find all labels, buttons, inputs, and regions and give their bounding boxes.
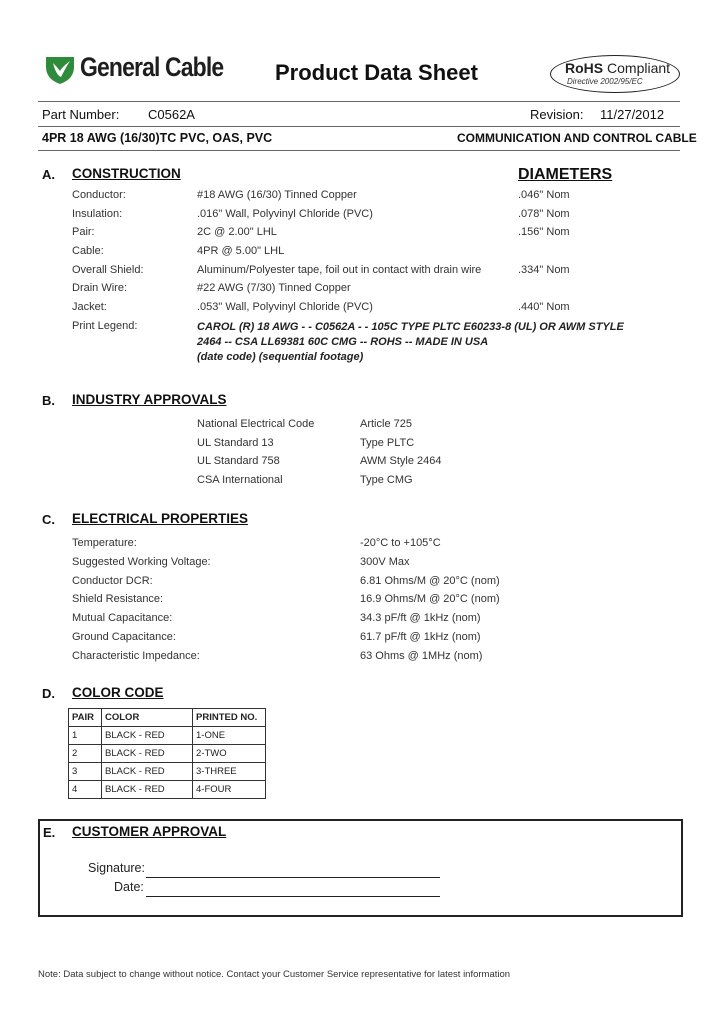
section-e-letter: E. <box>43 825 56 840</box>
approval-name: UL Standard 13 <box>197 436 274 449</box>
electrical-label: Characteristic Impedance: <box>72 649 200 662</box>
construction-row <box>0 264 720 282</box>
table-cell: BLACK - RED <box>102 745 193 763</box>
rohs-bold: RoHS <box>565 60 604 76</box>
section-d-title: COLOR CODE <box>72 685 164 700</box>
revision-date: 11/27/2012 <box>600 107 665 122</box>
table-row <box>69 781 266 799</box>
construction-value: #22 AWG (7/30) Tinned Copper <box>197 282 351 294</box>
signature-field[interactable] <box>146 877 440 878</box>
electrical-label: Conductor DCR: <box>72 574 153 587</box>
table-cell: BLACK - RED <box>102 781 193 799</box>
construction-diameter: .156" Nom <box>518 226 570 238</box>
electrical-value: 61.7 pF/ft @ 1kHz (nom) <box>360 631 481 643</box>
table-cell: 1-ONE <box>193 727 266 745</box>
construction-value: #18 AWG (16/30) Tinned Copper <box>197 189 357 201</box>
table-cell: 3 <box>69 763 102 781</box>
rohs-badge <box>550 55 680 93</box>
electrical-value: 300V Max <box>360 555 410 568</box>
approval-value: Article 725 <box>360 418 412 430</box>
construction-label: Overall Shield: <box>72 263 144 276</box>
electrical-value: 6.81 Ohms/M @ 20°C (nom) <box>360 574 500 587</box>
date-label: Date: <box>114 880 144 894</box>
electrical-label: Suggested Working Voltage: <box>72 555 211 568</box>
brand-name: General Cable <box>80 52 224 82</box>
construction-diameter: .440" Nom <box>518 301 570 313</box>
electrical-value: 63 Ohms @ 1MHz (nom) <box>360 649 483 662</box>
column-header: COLOR <box>102 709 193 727</box>
construction-value: Aluminum/Polyester tape, foil out in contact with drain wire <box>197 263 482 276</box>
construction-label: Cable: <box>72 245 104 257</box>
construction-diameter: .046" Nom <box>518 189 570 201</box>
print-legend-line: 2464 -- CSA LL69381 60C CMG -- ROHS -- MADE IN USA <box>197 336 489 348</box>
table-cell: 4-FOUR <box>193 781 266 799</box>
column-header: PRINTED NO. <box>193 709 266 727</box>
color-code-table <box>68 708 266 799</box>
rohs-directive: Directive 2002/95/EC <box>567 77 643 86</box>
approval-value: Type CMG <box>360 473 413 486</box>
product-category: COMMUNICATION AND CONTROL CABLE <box>457 131 697 145</box>
approval-name: UL Standard 758 <box>197 455 280 467</box>
product-description: 4PR 18 AWG (16/30)TC PVC, OAS, PVC <box>42 131 273 145</box>
approval-value: Type PLTC <box>360 436 415 449</box>
approval-name: National Electrical Code <box>197 418 315 430</box>
section-c-title: ELECTRICAL PROPERTIES <box>72 511 249 526</box>
diameters-title: DIAMETERS <box>518 166 613 183</box>
construction-row <box>0 301 720 319</box>
table-cell: 2 <box>69 745 102 763</box>
table-cell: BLACK - RED <box>102 763 193 781</box>
section-a-letter: A. <box>42 167 55 182</box>
table-row <box>69 745 266 763</box>
section-e-title: CUSTOMER APPROVAL <box>72 824 227 839</box>
section-c-letter: C. <box>42 512 55 527</box>
table-cell: 4 <box>69 781 102 799</box>
construction-row <box>0 226 720 244</box>
section-a-title: CONSTRUCTION <box>72 166 181 181</box>
electrical-label: Ground Capacitance: <box>72 631 176 643</box>
header-rule-mid <box>38 126 680 127</box>
page-title: Product Data Sheet <box>275 60 478 85</box>
footer-note: Note: Data subject to change without notice. Contact your Customer Service representative for latest information <box>38 969 511 980</box>
table-cell: BLACK - RED <box>102 727 193 745</box>
section-d-letter: D. <box>42 686 55 701</box>
customer-approval-box <box>38 819 683 917</box>
construction-row <box>0 245 720 263</box>
construction-label: Pair: <box>72 226 95 238</box>
electrical-value: 16.9 Ohms/M @ 20°C (nom) <box>360 593 500 606</box>
table-row <box>69 727 266 745</box>
section-b-title: INDUSTRY APPROVALS <box>72 392 227 407</box>
electrical-value: -20°C to +105°C <box>360 537 441 549</box>
part-number-label: Part Number: <box>42 107 120 122</box>
construction-diameter: .078" Nom <box>518 207 570 220</box>
print-legend-line: CAROL (R) 18 AWG - - C0562A - - 105C TYPE PLTC E60233-8 (UL) OR AWM STYLE <box>197 321 624 333</box>
section-b-letter: B. <box>42 393 55 408</box>
general-cable-logo-icon <box>44 53 76 85</box>
rohs-compliant: Compliant <box>607 60 671 76</box>
construction-row <box>0 189 720 207</box>
print-legend <box>197 320 637 365</box>
construction-value: .016" Wall, Polyvinyl Chloride (PVC) <box>197 207 373 220</box>
column-header: PAIR <box>69 709 102 727</box>
approval-name: CSA International <box>197 473 283 486</box>
construction-diameter: .334" Nom <box>518 263 570 276</box>
electrical-label: Shield Resistance: <box>72 593 164 606</box>
construction-label: Drain Wire: <box>72 282 128 294</box>
construction-row <box>0 208 720 226</box>
date-field[interactable] <box>146 896 440 897</box>
table-header-row <box>69 709 266 727</box>
construction-label: Jacket: <box>72 301 107 313</box>
logo <box>44 52 224 86</box>
table-cell: 2-TWO <box>193 745 266 763</box>
part-number: C0562A <box>148 107 195 122</box>
header-rule-top <box>38 101 680 102</box>
print-legend-label: Print Legend: <box>72 320 138 332</box>
construction-value: 2C @ 2.00" LHL <box>197 226 277 238</box>
construction-row <box>0 282 720 300</box>
construction-value: 4PR @ 5.00" LHL <box>197 245 285 257</box>
electrical-label: Temperature: <box>72 537 137 549</box>
header-rule-bottom <box>38 150 680 151</box>
construction-label: Insulation: <box>72 207 123 220</box>
revision-label: Revision: <box>530 107 584 122</box>
approval-value: AWM Style 2464 <box>360 455 442 467</box>
signature-label: Signature: <box>88 861 145 875</box>
electrical-value: 34.3 pF/ft @ 1kHz (nom) <box>360 612 481 625</box>
construction-value: .053" Wall, Polyvinyl Chloride (PVC) <box>197 301 373 313</box>
construction-label: Conductor: <box>72 189 126 201</box>
electrical-label: Mutual Capacitance: <box>72 612 173 625</box>
table-cell: 3-THREE <box>193 763 266 781</box>
print-legend-line: (date code) (sequential footage) <box>197 351 364 363</box>
table-cell: 1 <box>69 727 102 745</box>
table-row <box>69 763 266 781</box>
